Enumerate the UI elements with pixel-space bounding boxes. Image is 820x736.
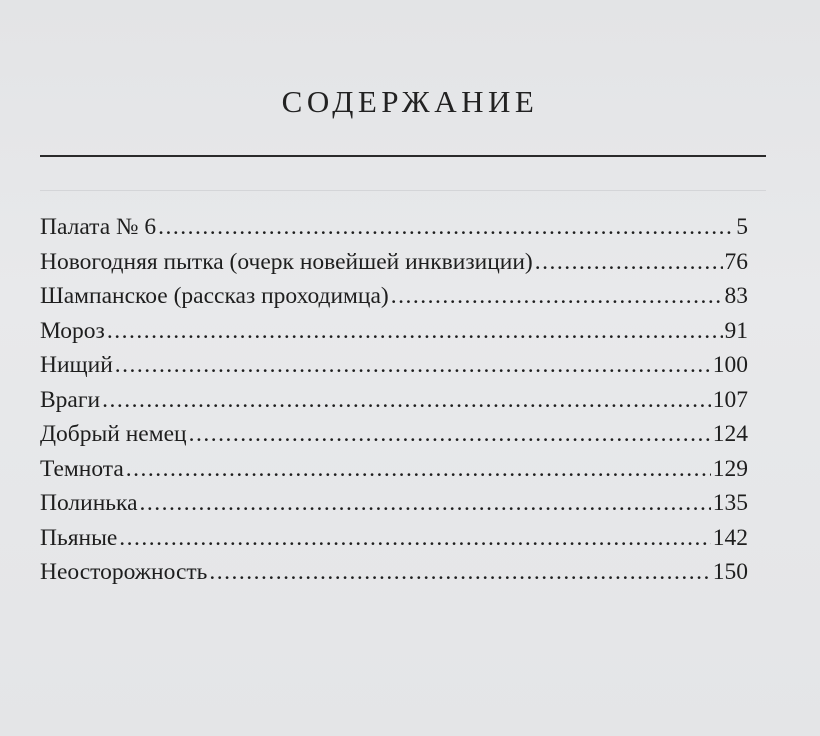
toc-entry-title: Шампанское (рассказ проходимца) <box>40 283 389 309</box>
dot-leader <box>209 555 710 589</box>
title-divider <box>40 155 766 157</box>
faint-divider <box>40 190 766 191</box>
toc-entry-page: 129 <box>712 455 748 482</box>
toc-entry-title: Пьяные <box>40 524 118 551</box>
toc-entry <box>40 452 748 487</box>
dot-leader <box>126 452 711 486</box>
dot-leader <box>189 417 711 451</box>
toc-entry-page: 107 <box>712 386 748 413</box>
toc-entry <box>40 486 748 521</box>
dot-leader <box>119 521 710 555</box>
toc-entry-page: 76 <box>724 248 748 275</box>
dot-leader <box>140 486 711 520</box>
toc-entry-title: Палата № 6 <box>40 214 157 240</box>
dot-leader <box>102 383 711 417</box>
toc-entry <box>40 314 748 349</box>
toc-entry-page: 5 <box>736 214 748 240</box>
toc-entry <box>40 279 748 314</box>
toc-entry <box>40 245 748 280</box>
toc-entry-page: 83 <box>724 283 748 309</box>
toc-entry <box>40 348 748 383</box>
toc-entry <box>40 555 748 590</box>
dot-leader <box>107 314 723 348</box>
toc-entry-page: 124 <box>712 421 748 447</box>
toc-entry <box>40 210 748 245</box>
toc-entry-page: 135 <box>712 490 748 516</box>
toc-entry <box>40 383 748 418</box>
toc-entry-title: Темнота <box>40 455 124 482</box>
toc-entry <box>40 417 748 452</box>
toc-entry-title: Враги <box>40 386 101 413</box>
dot-leader <box>115 348 711 382</box>
toc-entry-page: 150 <box>712 559 748 585</box>
toc-entry-title: Новогодняя пытка (очерк новейшей инквизиции) <box>40 248 533 275</box>
dot-leader <box>158 210 734 244</box>
toc-entry-page: 142 <box>712 524 748 551</box>
toc-entry-title: Мороз <box>40 317 105 344</box>
table-of-contents <box>40 210 748 590</box>
toc-entry-title: Нищий <box>40 352 113 378</box>
toc-entry-title: Добрый немец <box>40 421 187 447</box>
toc-entry-title: Неосторожность <box>40 559 208 585</box>
dot-leader <box>391 279 723 313</box>
toc-entry-page: 91 <box>724 317 748 344</box>
toc-entry-page: 100 <box>712 352 748 378</box>
toc-entry <box>40 521 748 556</box>
page-title: СОДЕРЖАНИЕ <box>281 84 539 119</box>
dot-leader <box>535 245 723 279</box>
toc-entry-title: Полинька <box>40 490 138 516</box>
